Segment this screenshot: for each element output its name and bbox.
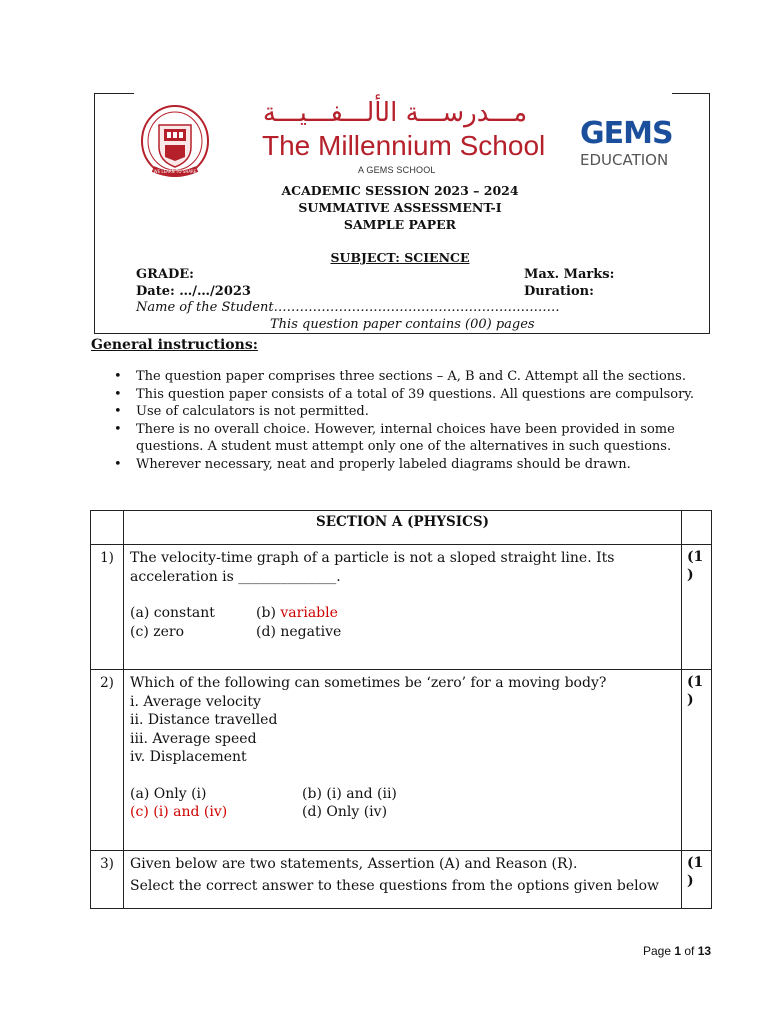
- bullet-icon: •: [114, 456, 122, 472]
- instruction-item: • The question paper comprises three sections – A, B and C. Attempt all the sections.: [114, 369, 686, 384]
- option-a: (a) Only (i): [130, 785, 207, 802]
- option-b-answer: variable: [280, 605, 338, 621]
- questions-table: [90, 510, 712, 909]
- question-number: 2): [91, 670, 124, 851]
- question-item: iv. Displacement: [130, 749, 247, 765]
- instruction-item: • There is no overall choice. However, internal choices have been provided in some questions. A student must attempt only one of the alternatives in such questions.: [114, 421, 675, 454]
- question-text: Given below are two statements, Assertion (A) and Reason (R).: [130, 856, 578, 872]
- school-subtitle: A GEMS SCHOOL: [358, 165, 436, 175]
- question-marks: (1 ): [681, 851, 711, 909]
- options-row: [130, 785, 675, 804]
- assessment-title: SUMMATIVE ASSESSMENT-I: [298, 200, 502, 215]
- option-c-answer: (c) (i) and (iv): [130, 804, 228, 820]
- options-row: [130, 604, 675, 623]
- grade-label: GRADE:: [136, 267, 194, 282]
- bullet-icon: •: [114, 386, 122, 402]
- bullet-icon: •: [114, 404, 122, 419]
- instruction-item: • Use of calculators is not permitted.: [114, 404, 369, 419]
- question-marks: (1 ): [681, 670, 711, 851]
- question-text-2: Select the correct answer to these questions from the options given below: [130, 877, 659, 894]
- bullet-icon: •: [114, 369, 122, 384]
- paper-type: SAMPLE PAPER: [343, 217, 457, 232]
- question-row: [91, 851, 712, 909]
- section-header-row: [91, 511, 712, 545]
- instruction-item: • This question paper consists of a total of 39 questions. All questions are compulsory.: [114, 386, 695, 402]
- question-item: ii. Distance travelled: [130, 712, 278, 728]
- options-row: [130, 623, 675, 642]
- question-row: [91, 670, 712, 851]
- question-item: iii. Average speed: [130, 730, 257, 747]
- question-number: 3): [91, 851, 124, 909]
- crest-motto: WE LEARN TO SHARE: [153, 169, 197, 174]
- date-label: Date: …/…/2023: [136, 284, 251, 299]
- page-number: Page 1 of 13: [643, 944, 712, 958]
- option-c: (c) zero: [130, 623, 185, 640]
- academic-session: ACADEMIC SESSION 2023 – 2024: [281, 183, 519, 198]
- student-name-line: Name of the Student…………………………………………………………: [136, 300, 560, 315]
- subject-title: SUBJECT: SCIENCE: [330, 250, 470, 265]
- gems-logo-text: GEMS: [580, 116, 673, 151]
- question-row: [91, 545, 712, 670]
- question-text: The velocity-time graph of a particle is not a sloped straight line. Its acceleration is ______________.: [130, 550, 615, 585]
- instructions-title: General instructions:: [91, 337, 258, 353]
- instruction-item: • Wherever necessary, neat and properly labeled diagrams should be drawn.: [114, 456, 631, 472]
- option-d: (d) Only (iv): [302, 804, 388, 820]
- question-marks: (1 ): [681, 545, 711, 670]
- option-d: (d) negative: [256, 623, 342, 640]
- question-body: [124, 670, 682, 851]
- section-title: SECTION A (PHYSICS): [124, 511, 682, 545]
- question-number: 1): [91, 545, 124, 670]
- max-marks-label: Max. Marks:: [524, 267, 615, 282]
- pages-note: This question paper contains (00) pages: [270, 317, 535, 332]
- option-b: (b) (i) and (ii): [302, 785, 397, 802]
- duration-label: Duration:: [524, 284, 594, 299]
- question-item: i. Average velocity: [130, 693, 261, 710]
- question-text: Which of the following can sometimes be ‘zero’ for a moving body?: [130, 675, 607, 691]
- school-name: The Millennium School: [262, 130, 546, 161]
- school-crest-logo: [137, 103, 213, 183]
- question-body: [124, 545, 682, 670]
- arabic-school-name: مـــدرســـة الألـــفـــيـــة: [262, 98, 528, 128]
- question-body: [124, 851, 682, 909]
- bullet-icon: •: [114, 421, 122, 437]
- options-row: [130, 803, 675, 822]
- instructions-list: [112, 368, 722, 473]
- gems-education-text: EDUCATION: [580, 151, 669, 169]
- option-b: (b) variable: [256, 605, 338, 621]
- option-a: (a) constant: [130, 605, 215, 621]
- gems-education-logo: [580, 118, 680, 174]
